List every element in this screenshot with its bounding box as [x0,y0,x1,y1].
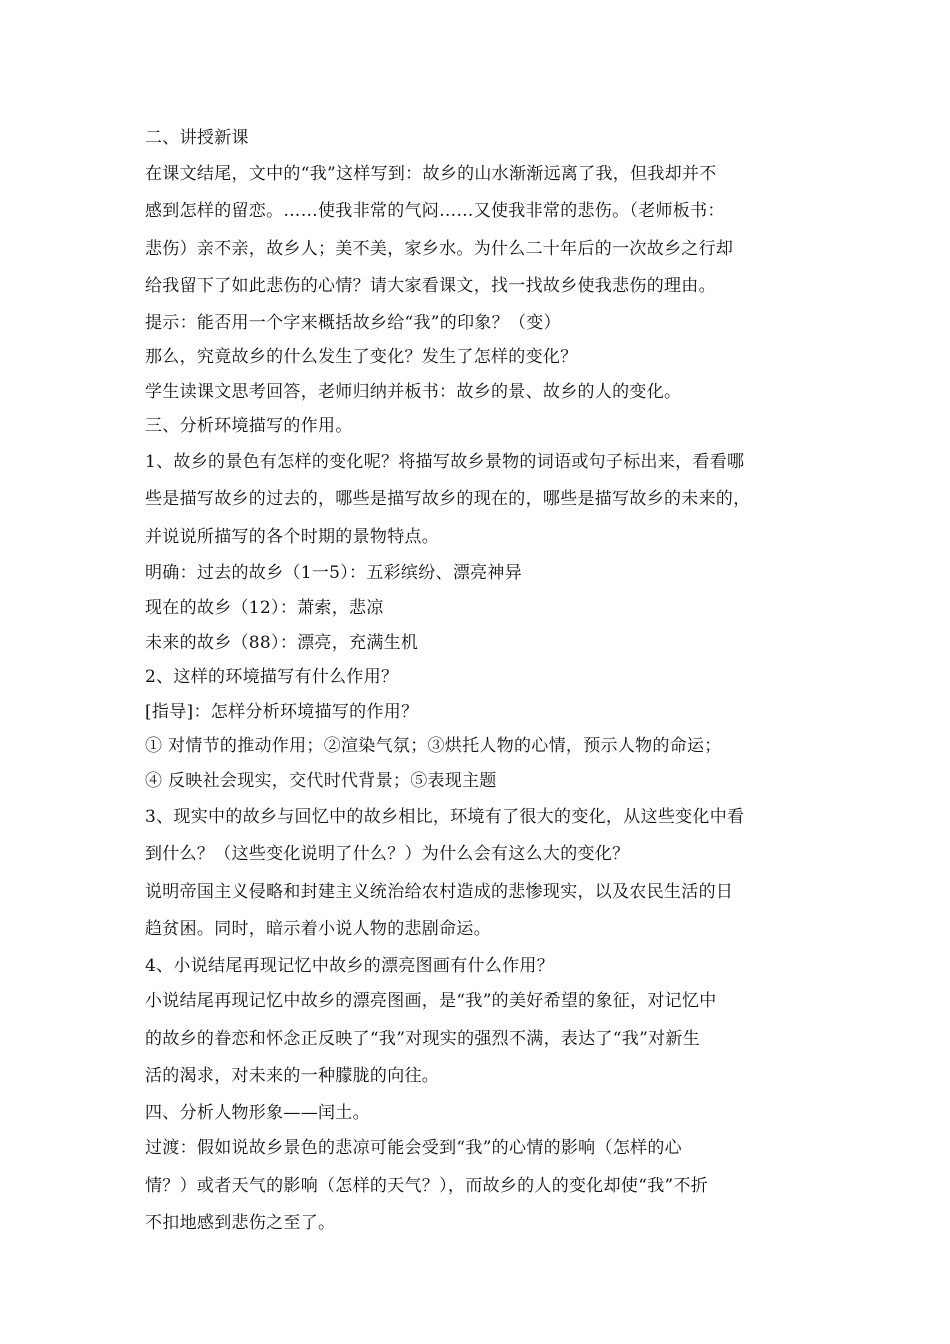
hint-line: 提示：能否用一个字来概括故乡给“我”的印象？（变） [145,312,561,333]
paragraph-line: 悲伤）亲不亲，故乡人；美不美，家乡水。为什么二十年后的一次故乡之行却 [145,238,734,259]
transition-line: 过渡：假如说故乡景色的悲凉可能会受到“我”的心情的影响（怎样的心 [145,1138,682,1159]
list-line: ① 对情节的推动作用；②渲染气氛；③烘托人物的心情，预示人物的命运； [145,736,722,757]
paragraph-line: 感到怎样的留恋。……使我非常的气闷……又使我非常的悲伤。（老师板书： [145,201,725,222]
paragraph-line: 活的渴求，对未来的一种朦胧的向往。 [145,1066,440,1087]
paragraph-line: 学生读课文思考回答，老师归纳并板书：故乡的景、故乡的人的变化。 [145,381,682,402]
question-4-line: 4、小说结尾再现记忆中故乡的漂亮图画有什么作用？ [145,955,555,976]
paragraph-line: 不扣地感到悲伤之至了。 [145,1213,336,1234]
paragraph-line: 给我留下了如此悲伤的心情？请大家看课文，找一找故乡使我悲伤的理由。 [145,276,716,297]
section-heading-character: 四、分析人物形象——闰土。 [145,1102,370,1123]
paragraph-line: 些是描写故乡的过去的，哪些是描写故乡的现在的，哪些是描写故乡的未来的， [145,489,751,510]
list-line: ④ 反映社会现实，交代时代背景；⑤表现主题 [145,771,497,792]
paragraph-line: 并说说所描写的各个时期的景物特点。 [145,526,440,547]
guide-line: [指导]：怎样分析环境描写的作用？ [145,701,419,722]
question-2-line: 2、这样的环境描写有什么作用？ [145,667,399,688]
answer-line: 未来的故乡（88）：漂亮，充满生机 [145,632,419,653]
section-heading-environment: 三、分析环境描写的作用。 [145,416,353,437]
paragraph-line: 的故乡的眷恋和怀念正反映了“我”对现实的强烈不满，表达了“我”对新生 [145,1028,700,1049]
question-1-line: 1、故乡的景色有怎样的变化呢？将描写故乡景物的词语或句子标出来，看看哪 [145,451,745,472]
paragraph-line: 小说结尾再现记忆中故乡的漂亮图画，是“我”的美好希望的象征，对记忆中 [145,991,717,1012]
answer-line: 明确：过去的故乡（1一5）：五彩缤纷、漂亮神异 [145,563,523,584]
paragraph-line: 在课文结尾，文中的“我”这样写到：故乡的山水渐渐远离了我，但我却并不 [145,163,717,184]
question-line: 那么，究竟故乡的什么发生了变化？发生了怎样的变化？ [145,347,578,368]
paragraph-line: 说明帝国主义侵略和封建主义统治给农村造成的悲惨现实，以及农民生活的日 [145,881,734,902]
section-heading-teach-new-lesson: 二、讲授新课 [145,128,249,148]
paragraph-line: 到什么？（这些变化说明了什么？）为什么会有这么大的变化？ [145,844,630,865]
document-body [145,121,815,1243]
question-3-line: 3、现实中的故乡与回忆中的故乡相比，环境有了很大的变化，从这些变化中看 [145,806,745,827]
paragraph-line: 情？）或者天气的影响（怎样的天气？），而故乡的人的变化却使“我”不折 [145,1175,709,1196]
paragraph-line: 趋贫困。同时，暗示着小说人物的悲剧命运。 [145,919,491,940]
answer-line: 现在的故乡（12）：萧索，悲凉 [145,598,384,619]
